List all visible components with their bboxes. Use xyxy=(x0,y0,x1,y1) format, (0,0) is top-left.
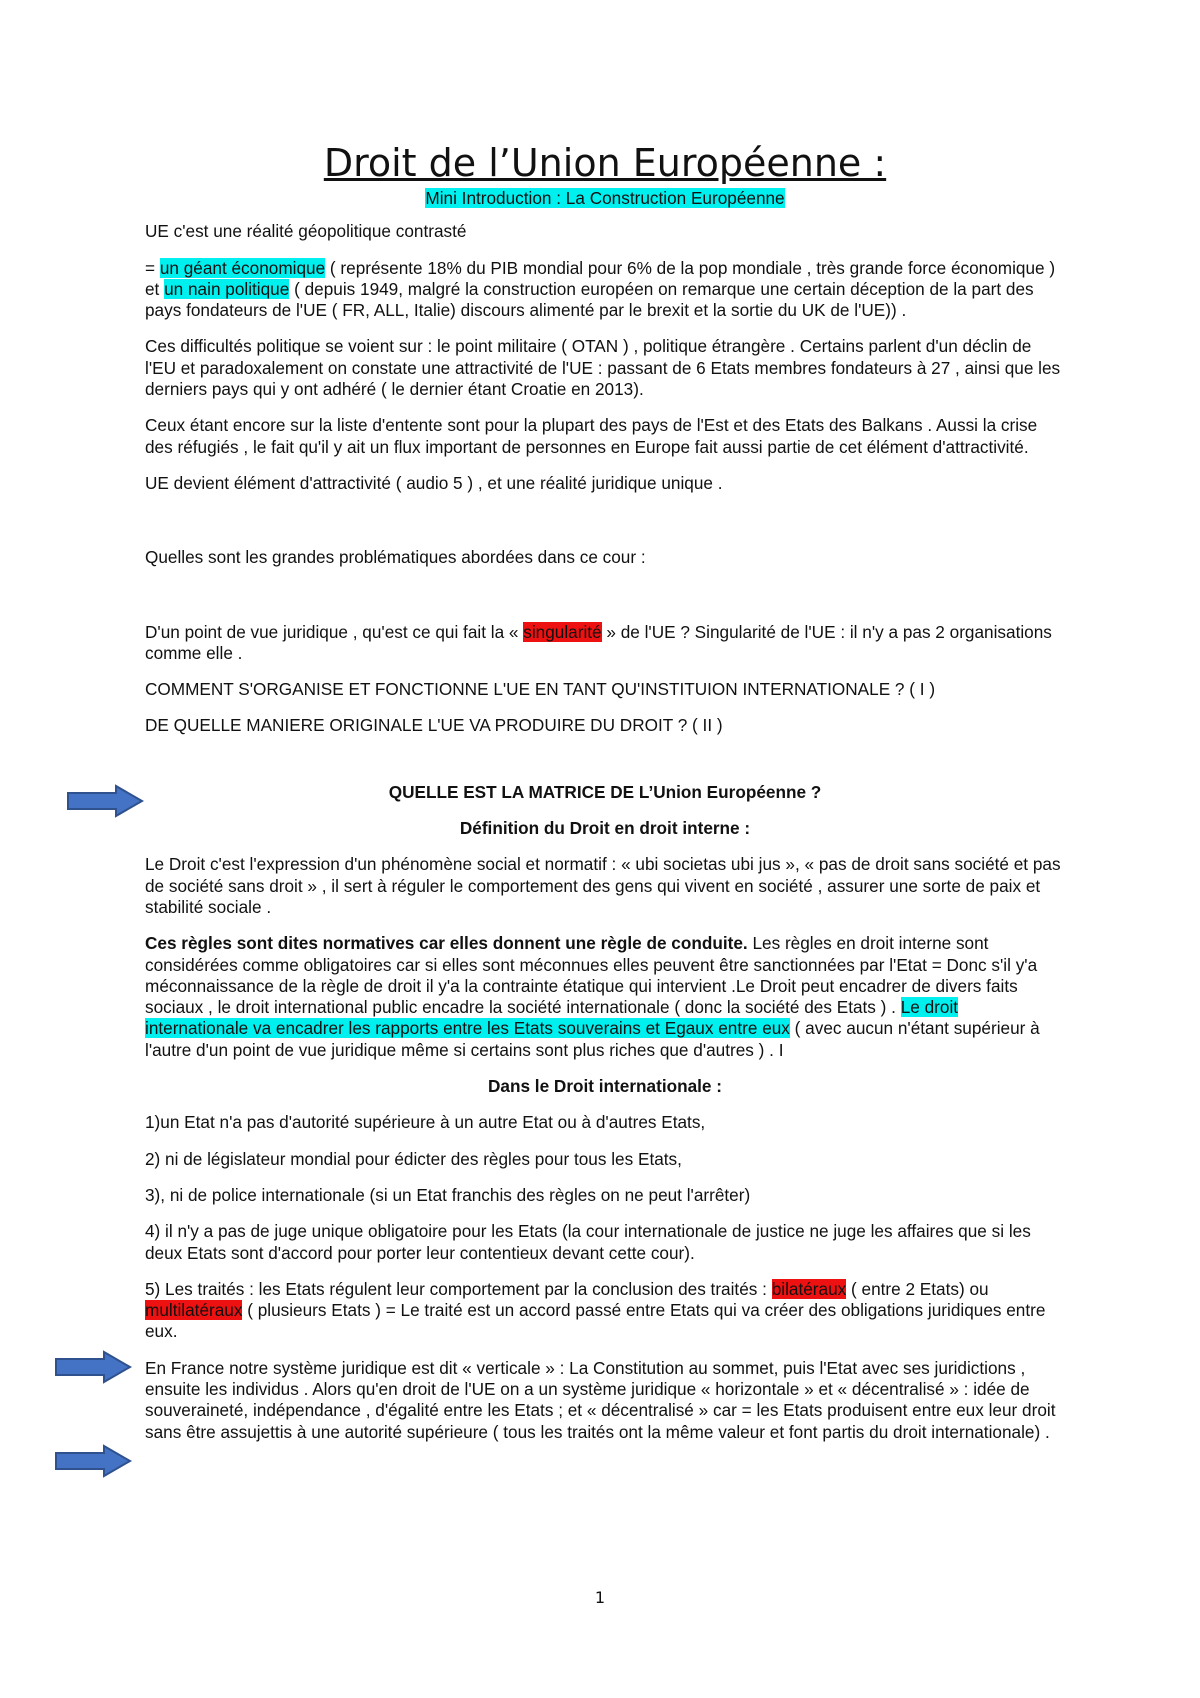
spacer xyxy=(145,509,1065,547)
text-run: ( depuis 1949, malgré la construction européen on remarque une certain déception de la part des pays fondateurs de l'UE ( FR, ALL, Italie) discours alimenté par le brexit et la sortie du UK de l'UE)) . xyxy=(145,278,1034,321)
right-arrow-icon xyxy=(66,784,144,818)
paragraph: COMMENT S'ORGANISE ET FONCTIONNE L'UE EN TANT QU'INSTITUION INTERNATIONALE ? ( I ) xyxy=(145,679,936,700)
paragraph: Quelles sont les grandes problématiques abordées dans ce cour : xyxy=(145,547,646,568)
text-run: = xyxy=(145,257,160,278)
highlighted-text: bilatéraux xyxy=(771,1278,847,1299)
right-arrow-icon xyxy=(54,1444,132,1478)
page-number: 1 xyxy=(594,1588,606,1607)
section-heading: Dans le Droit internationale : xyxy=(488,1076,722,1097)
text-run: ( entre 2 Etats) ou xyxy=(846,1278,989,1299)
paragraph: DE QUELLE MANIERE ORIGINALE L'UE VA PRODUIRE DU DROIT ? ( II ) xyxy=(145,715,723,736)
highlighted-text: un géant économique xyxy=(159,257,326,278)
highlighted-text: multilatéraux xyxy=(145,1300,243,1321)
text-run: ( plusieurs Etats ) = Le traité est un accord passé entre Etats qui va créer des obligations juridiques entre eux. xyxy=(145,1300,1046,1342)
highlighted-text: un nain politique xyxy=(164,278,290,299)
paragraph xyxy=(145,933,1065,1061)
paragraph xyxy=(145,258,1065,322)
text-run: ( avec aucun n'étant supérieur à l'autre d'un point de vue juridique même si certains sont plus riches que d'autres ) . I xyxy=(145,1018,1040,1060)
text-run: 5) Les traités : les Etats régulent leur comportement par la conclusion des traités : xyxy=(145,1278,772,1299)
list-item: 3), ni de police internationale (si un Etat franchis des règles on ne peut l'arrêter) xyxy=(145,1184,751,1205)
paragraph: En France notre système juridique est dit « verticale » : La Constitution au sommet, puis l'Etat avec ses juridictions , ensuite les individus . Alors qu'en droit de l'UE on a un système juridique « horizontale » et « décentralisé » : idée de souveraineté, indépendance , d'égalité entre les Etats ; et « décentralisé » car = les Etats produisent entre eux leur droit sans être assujettis à une autorité supérieure ( tous les traités ont la même valeur et font partis du droit internationale) . xyxy=(145,1357,1056,1442)
paragraph: UE devient élément d'attractivité ( audio 5 ) , et une réalité juridique unique . xyxy=(145,472,723,493)
highlighted-text: Le droit internationale va encadrer les rapports entre les Etats souverains et Egaux entre eux xyxy=(145,997,959,1039)
text-run: » de l'UE ? Singularité de l'UE : il n'y a pas 2 organisations comme elle . xyxy=(145,621,1052,663)
paragraph: UE c'est une réalité géopolitique contrasté xyxy=(145,221,467,242)
paragraph xyxy=(145,622,1065,665)
section-heading: Définition du Droit en droit interne : xyxy=(459,818,751,839)
text-run: Les règles en droit interne sont considérées comme obligatoires car si elles sont méconnues elles peuvent être sanctionnées par l'Etat = Donc s'il y'a méconnaissance de la règle de droit il y'a la contrainte étatique qui intervient .Le Droit peut encadrer de divers faits sociaux , le droit international public encadre la société internationale ( donc la société des Etats ) . xyxy=(145,933,1038,1018)
list-item xyxy=(145,1279,1065,1343)
highlighted-text: singularité xyxy=(523,621,602,642)
spacer xyxy=(145,584,1065,622)
document-body xyxy=(145,140,1065,1458)
text-run: D'un point de vue juridique , qu'est ce qui fait la « xyxy=(145,621,524,642)
paragraph: Le Droit c'est l'expression d'un phénomène social et normatif : « ubi societas ubi jus », « pas de droit sans société et pas de société sans droit » , il sert à réguler le comportement des gens qui vivent en société , assurer une sorte de paix et stabilité sociale . xyxy=(145,854,1061,917)
list-item: 2) ni de législateur mondial pour édicter des règles pour tous les Etats, xyxy=(145,1148,682,1169)
list-item: 4) il n'y a pas de juge unique obligatoire pour les Etats (la cour internationale de justice ne juge les affaires que si les deux Etats sont d'accord pour porter leur contentieux devant cette cour). xyxy=(145,1221,1031,1263)
bold-text: Ces règles sont dites normatives car elles donnent une règle de conduite. xyxy=(145,933,748,954)
paragraph: Ces difficultés politique se voient sur : le point militaire ( OTAN ) , politique étrangère . Certains parlent d'un déclin de l'EU et paradoxalement on constate une attractivité de l'UE : passant de 6 Etats membres fondateurs à 27 , ainsi que les derniers pays qui y ont adhéré ( le dernier étant Croatie en 2013). xyxy=(145,336,1061,400)
list-item: 1)un Etat n'a pas d'autorité supérieure à un autre Etat ou à d'autres Etats, xyxy=(145,1112,706,1133)
right-arrow-icon xyxy=(54,1350,132,1384)
document-subtitle xyxy=(145,188,1065,209)
spacer xyxy=(145,752,1065,782)
document-title: Droit de l’Union Européenne : xyxy=(323,141,887,185)
text-run: ( représente 18% du PIB mondial pour 6% de la pop mondiale , très grande force économique ) et xyxy=(145,257,1056,299)
section-heading: QUELLE EST LA MATRICE DE L’Union Européenne ? xyxy=(388,781,822,802)
subtitle-highlight: Mini Introduction : La Construction Européenne xyxy=(425,188,785,208)
paragraph: Ceux étant encore sur la liste d'entente sont pour la plupart des pays de l'Est et des Etats des Balkans . Aussi la crise des réfugiés , le fait qu'il y ait un flux important de personnes en Europe fait aussi partie de cet élément d'attractivité. xyxy=(145,415,1038,457)
